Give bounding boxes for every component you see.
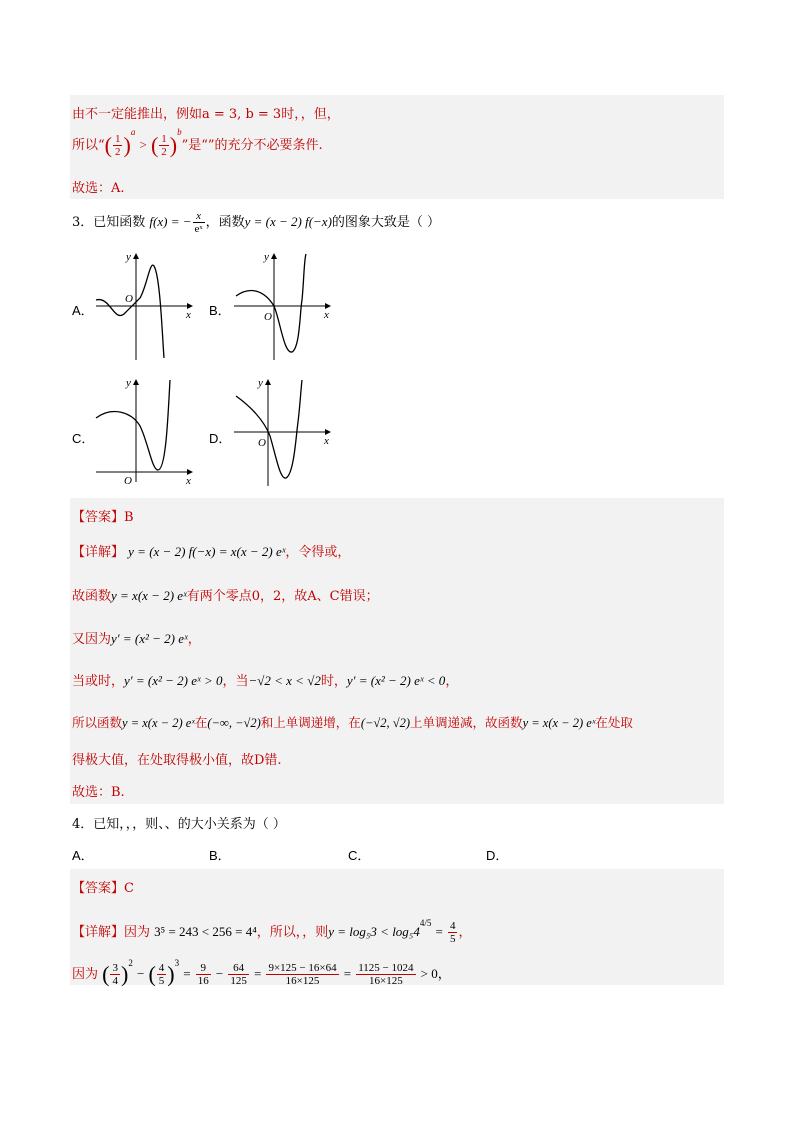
graph-option-a[interactable]: [92, 250, 200, 362]
half-num-2: 1: [161, 133, 167, 145]
answer-3-block: [70, 498, 724, 804]
l2-p1-exp: 2: [128, 958, 133, 968]
d5-m3: (−√2, √2): [360, 716, 411, 730]
l2-f4-den: 16×125: [369, 975, 403, 987]
d4-m2: −√2 < x < √2: [248, 673, 321, 688]
q3-frac-den: eˣ: [194, 223, 203, 235]
half-den: 2: [114, 146, 121, 158]
l1-math2: y = log₅3 < log₅4: [328, 924, 420, 939]
l1-exp: 4/5: [419, 918, 432, 928]
l2-minus: −: [136, 966, 145, 981]
l2-eq-2: =: [253, 966, 262, 981]
d5-prefix: 所以函数: [72, 715, 123, 730]
d5-m2: (−∞, −√2): [207, 716, 261, 730]
answer-4-detail-2: 因为 ( $\frac{3}{4}$ )$^2$ − ( $\frac{4}{5}$ )$^3$ = $\frac{9}{16}$ − $\frac{64}{125}$ = $\frac{9\times 125 - 16\times 64}{16\times 125}$ = $\frac{1125 - 1024}{16\times 125}$ > 0，: [72, 958, 451, 987]
q3-prefix: 3．已知函数: [72, 215, 146, 230]
l2-p1-num: 3: [112, 962, 118, 974]
d5-m4: y = x(x − 2) eˣ: [522, 716, 596, 730]
l2-p2-num: 4: [158, 962, 165, 974]
d4-suffix: ，: [445, 674, 459, 689]
q4-option-b[interactable]: B．: [209, 848, 231, 863]
q4-option-c[interactable]: C．: [348, 848, 371, 863]
origin-label: O: [125, 293, 133, 305]
y-label: y: [264, 251, 269, 263]
d4-prefix: 当或时，: [72, 674, 125, 689]
x-label: x: [186, 475, 191, 487]
y-label: y: [258, 377, 263, 389]
curve: [236, 380, 302, 478]
prev-answer-choice: 故选：A.: [72, 181, 125, 196]
l1-frac-den: 5: [449, 933, 456, 945]
d5-t4: 在处取: [595, 715, 633, 730]
graph-option-d[interactable]: [230, 376, 340, 488]
prev-answer-line-1: 由不一定能推出，例如a = 3, b = 3时，，但，: [72, 107, 340, 122]
graph-option-c[interactable]: [92, 376, 200, 488]
question-3-stem: [70, 207, 724, 237]
detail-line-2: [72, 585, 379, 604]
answer-3-line: [72, 506, 134, 525]
l2-p2-exp: 3: [174, 958, 180, 968]
graph-option-b[interactable]: [230, 250, 340, 362]
detail-line-5: [72, 713, 633, 731]
l2-p1-den: 4: [112, 975, 118, 987]
d4-m3: y′ = (x² − 2) eˣ < 0: [346, 673, 446, 688]
q3-mid: ，函数: [205, 215, 245, 230]
q3-y-def: y = (x − 2) f(−x): [244, 214, 332, 229]
d2-math: y = x(x − 2) eˣ: [111, 588, 187, 603]
l2-f4-num: 1125 − 1024: [358, 962, 414, 974]
option-b-label: B．: [209, 303, 231, 318]
d2-text: 有两个零点0，2，故A、C错误；: [186, 589, 379, 604]
half-num: 1: [114, 133, 121, 145]
l2-eq-3: =: [343, 966, 352, 981]
question-4-stem: 4．已知，，，则、、的大小关系为（ ）: [72, 817, 286, 832]
origin-label: O: [258, 437, 266, 449]
d1-text: ，令得或，: [285, 545, 351, 560]
l1-suffix: ，: [458, 925, 472, 940]
q4-option-d[interactable]: D．: [486, 848, 509, 863]
option-c-label: C．: [72, 431, 95, 446]
previous-answer-block: [70, 95, 724, 199]
d4-mid: ，当: [222, 674, 249, 689]
d4-text2: 时，: [320, 674, 347, 689]
l1-mid: ，所以，，则: [256, 925, 329, 940]
line2-suffix: ”是“”的充分不必要条件.: [181, 138, 323, 153]
l2-minus-2: −: [215, 966, 224, 981]
curve: [96, 265, 164, 358]
answer-4-detail-1: [72, 907, 472, 945]
d2-prefix: 故函数: [72, 589, 112, 604]
answer-label: 【答案】: [72, 881, 125, 896]
q4-option-a[interactable]: A．: [72, 848, 94, 863]
answer-3-choice: 故选：B.: [72, 785, 125, 800]
l2-f2-num: 64: [228, 962, 249, 975]
d5-t2: 和上单调递增，在: [260, 715, 361, 730]
q3-frac-num: x: [193, 210, 205, 223]
exp-b: b: [177, 127, 182, 137]
d3-suffix: ，: [187, 632, 201, 647]
detail-line-4: [72, 670, 458, 689]
answer-label: 【答案】: [72, 510, 125, 525]
l2-f3-num: 9×125 − 16×64: [268, 962, 337, 974]
curve: [236, 254, 306, 352]
q3-suffix: 的图象大致是（ ）: [331, 215, 441, 230]
prev-answer-line-2: 所以“( $\frac{1}{2}$ )$^a$ > ( $\frac{1}{2}$ )$^b$”是“”的充分不必要条件.: [72, 127, 323, 158]
d1-math: y = (x − 2) f(−x) = x(x − 2) eˣ: [128, 544, 286, 559]
l2-suffix: > 0，: [420, 966, 451, 981]
l2-f1-num: 9: [196, 962, 211, 975]
l1-frac-num: 4: [449, 920, 456, 932]
curve: [96, 380, 170, 470]
l2-p2-den: 5: [158, 975, 165, 987]
l2-f3-den: 16×125: [285, 975, 320, 987]
d5-t3: 上单调递减，故函数: [410, 715, 523, 730]
origin-label: O: [124, 475, 132, 487]
l2-f2-den: 125: [230, 975, 247, 987]
y-label: y: [126, 251, 131, 263]
l2-prefix: 因为: [72, 967, 99, 982]
answer-4-block: [70, 869, 724, 985]
l2-eq-1: =: [183, 966, 191, 981]
d5-m1: y = x(x − 2) eˣ: [122, 716, 195, 730]
option-d-label: D．: [209, 431, 232, 446]
detail-line-1: [72, 541, 350, 560]
exp-a: a: [130, 127, 136, 137]
detail-line-3: [72, 628, 201, 647]
detail-label: 【详解】: [72, 545, 125, 560]
d3-prefix: 又因为: [72, 632, 112, 647]
d5-t1: 在: [194, 715, 208, 730]
d4-m1: y′ = (x² − 2) eˣ > 0: [124, 673, 223, 688]
answer-4-line: [72, 877, 134, 896]
q3-f-def: f(x) = −: [149, 214, 192, 229]
d3-math: y′ = (x² − 2) eˣ: [111, 631, 188, 646]
detail-label: 【详解】: [72, 925, 125, 940]
half-den-2: 2: [161, 146, 167, 158]
y-label: y: [126, 377, 131, 389]
detail-line-6: 得极大值，在处取得极小值，故D错.: [72, 753, 282, 768]
option-a-label: A．: [72, 303, 94, 318]
answer-value: B: [124, 510, 134, 525]
l1-prefix: 因为: [124, 925, 151, 940]
line2-prefix: 所以“: [72, 138, 105, 153]
answer-value: C: [124, 881, 134, 896]
l1-math: 3⁵ = 243 < 256 = 4⁴: [154, 924, 257, 939]
x-label: x: [324, 435, 329, 447]
x-label: x: [324, 309, 329, 321]
origin-label: O: [264, 311, 272, 323]
l2-f1-den: 16: [197, 975, 209, 987]
l1-eq: =: [435, 924, 443, 939]
x-label: x: [186, 309, 191, 321]
